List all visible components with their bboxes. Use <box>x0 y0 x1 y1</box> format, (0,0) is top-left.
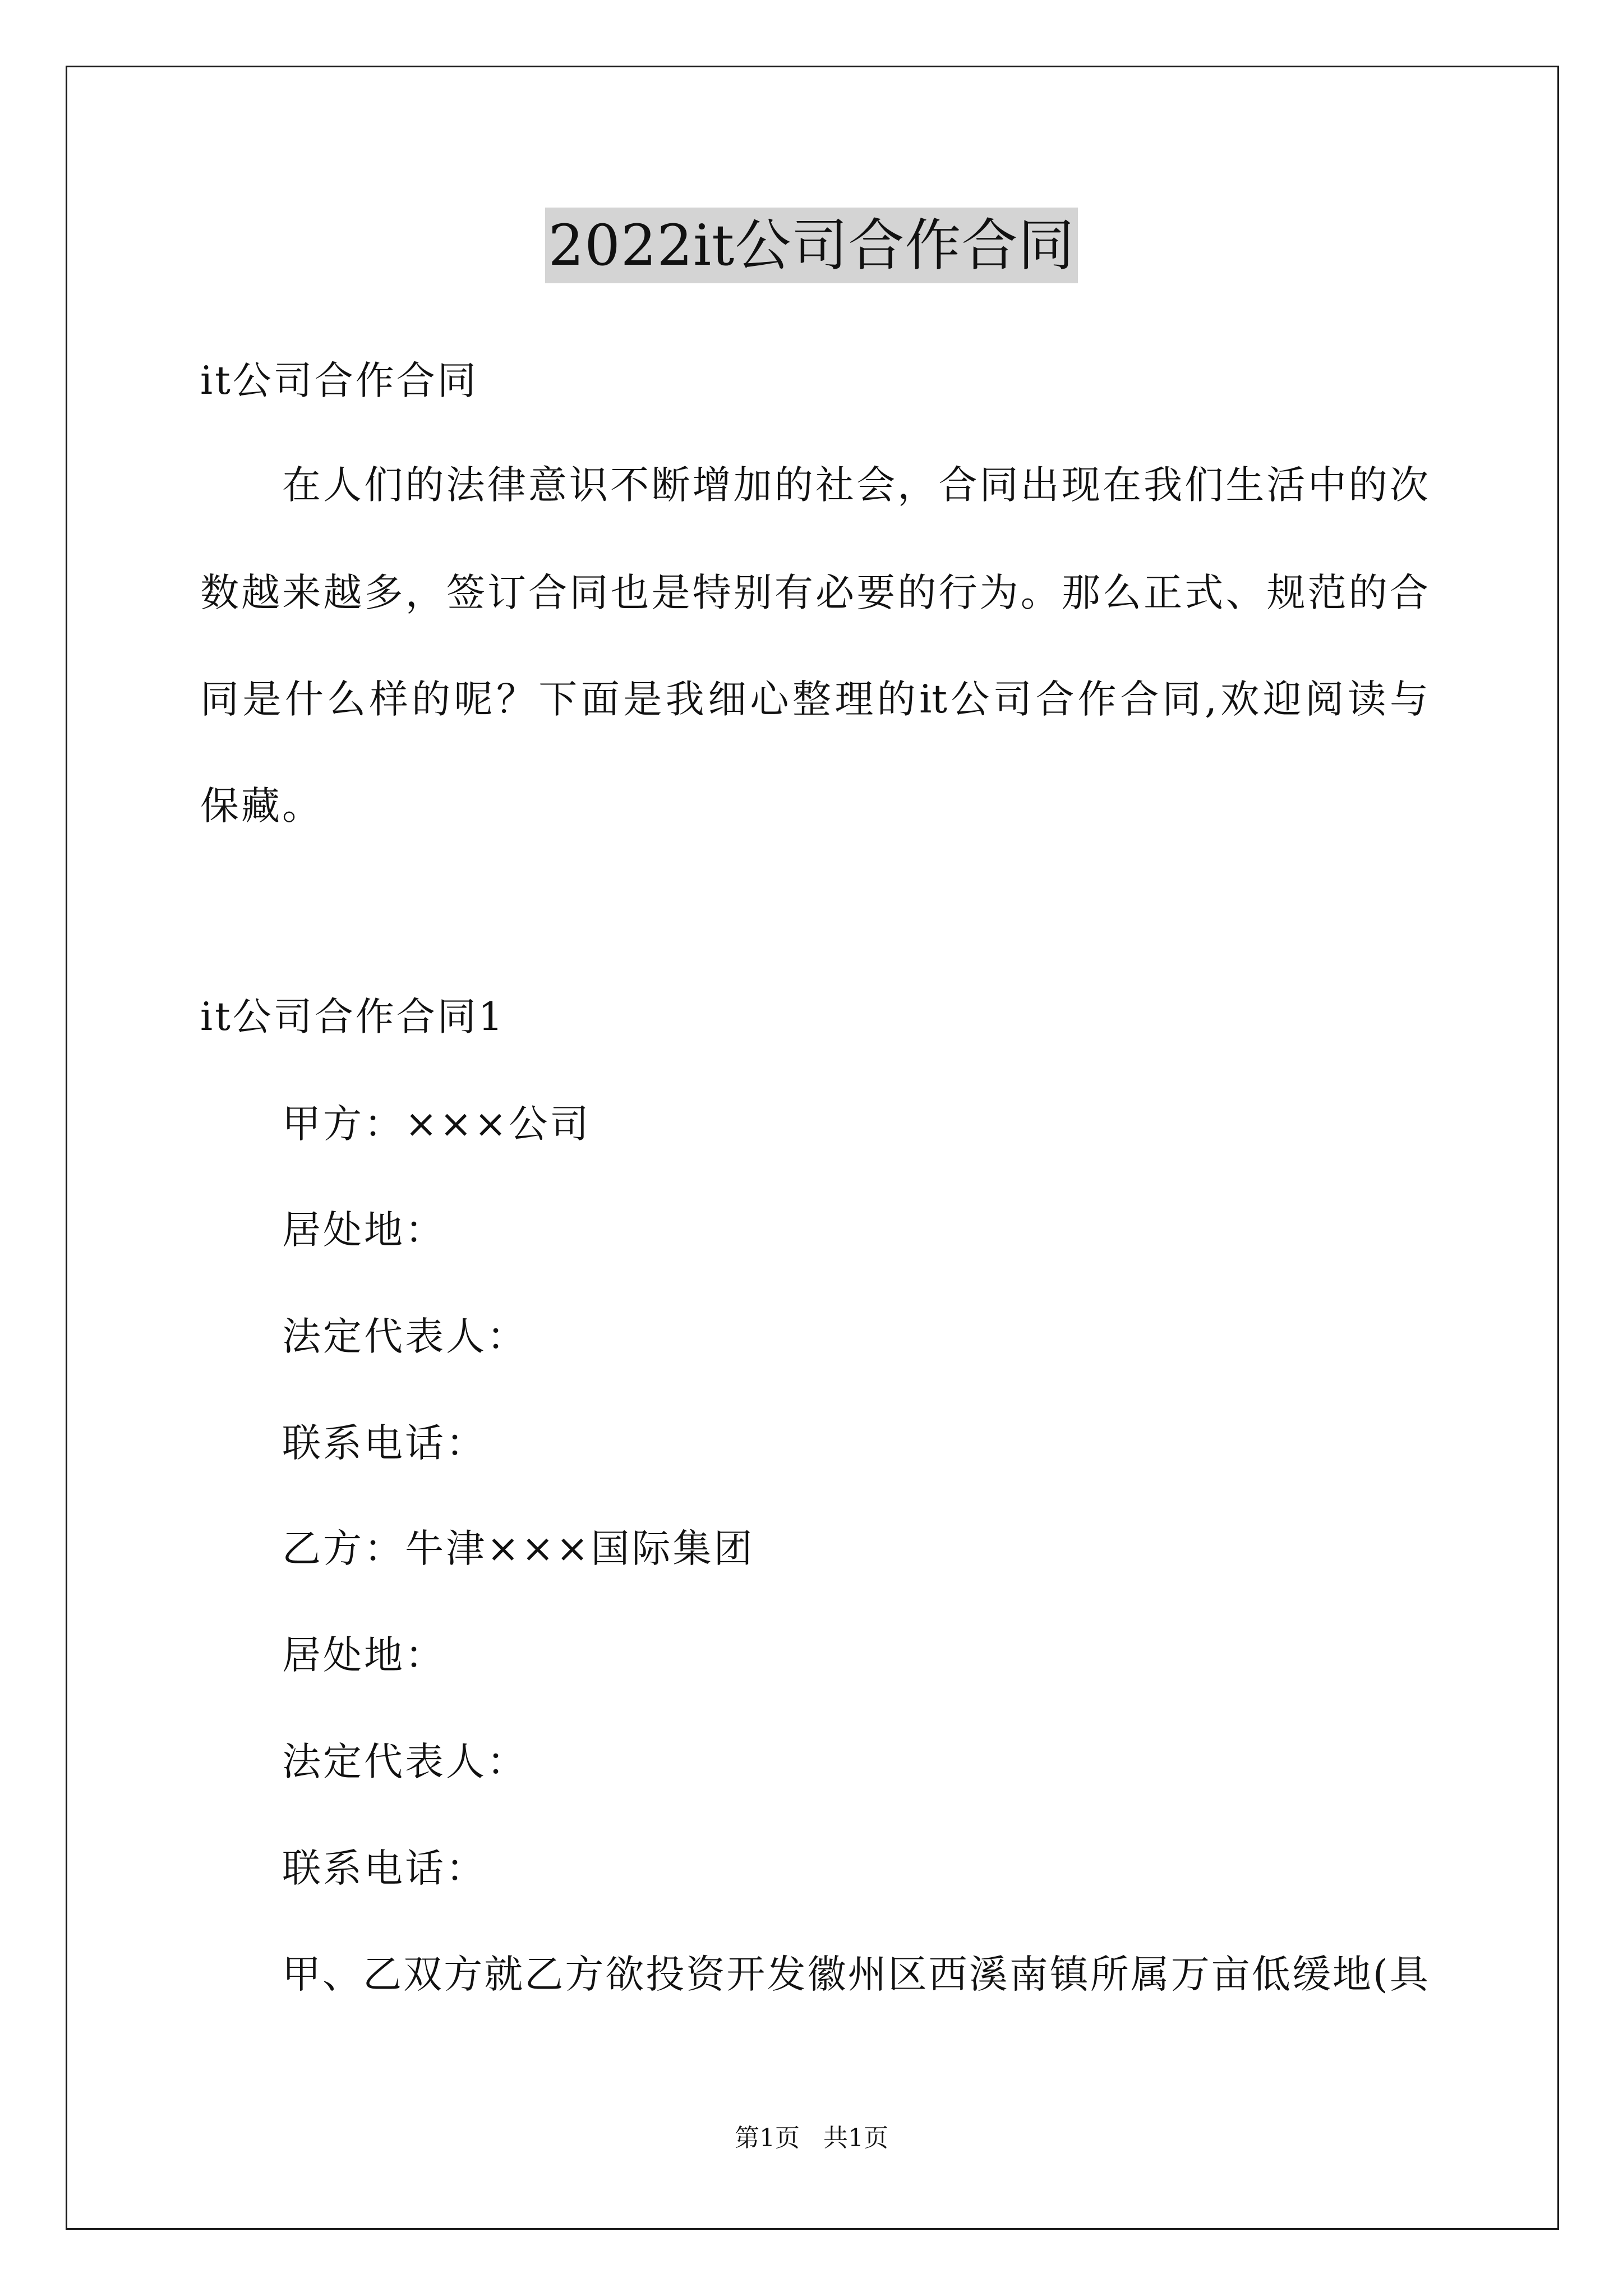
party-b-phone: 联系电话： <box>282 1846 487 1891</box>
intro-line-4: 保藏。 <box>200 784 323 829</box>
party-a-representative: 法定代表人： <box>282 1314 528 1359</box>
page-footer: 第1页 共1页 <box>735 2124 888 2152</box>
party-b-representative: 法定代表人： <box>282 1740 528 1784</box>
body-line: 甲、乙双方就乙方欲投资开发徽州区西溪南镇所属万亩低缓地(具 <box>282 1952 1428 1997</box>
party-a-name: 甲方：×××公司 <box>282 1102 591 1147</box>
intro-line-1: 在人们的法律意识不断增加的社会，合同出现在我们生活中的次 <box>282 463 1428 508</box>
intro-line-3: 同是什么样的呢？下面是我细心整理的it公司合作合同,欢迎阅读与 <box>200 677 1428 722</box>
party-b-address: 居处地： <box>282 1633 446 1678</box>
document-subtitle: it公司合作合同 <box>200 358 478 403</box>
title-container <box>0 208 1623 283</box>
intro-line-2: 数越来越多，签订合同也是特别有必要的行为。那么正式、规范的合 <box>200 570 1428 615</box>
section-heading: it公司合作合同1 <box>200 995 505 1039</box>
party-a-address: 居处地： <box>282 1208 446 1253</box>
document-title: 2022it公司合作合同 <box>545 208 1078 283</box>
party-b-name: 乙方：牛津×××国际集团 <box>282 1526 755 1571</box>
party-a-phone: 联系电话： <box>282 1421 487 1466</box>
